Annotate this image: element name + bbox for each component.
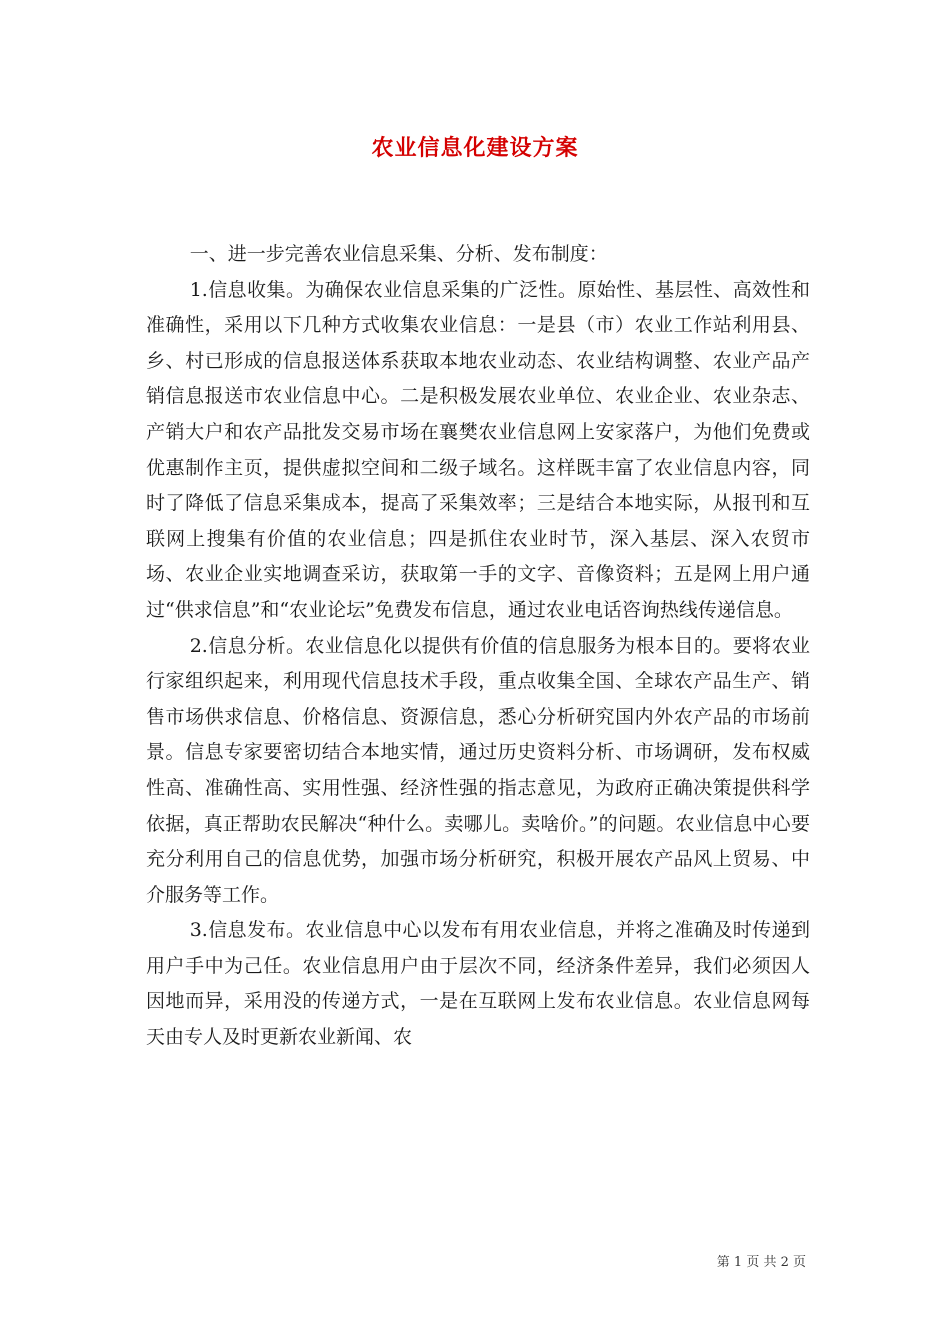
page-number-footer: 第 1 页 共 2 页 (716, 1255, 806, 1270)
document-body (146, 237, 810, 1056)
paragraph-information-collection: 1.信息收集。为确保农业信息采集的广泛性。原始性、基层性、高效性和准确性，采用以下几种方式收集农业信息：一是县（市）农业工作站利用县、乡、村已形成的信息报送体系获取本地农业动态、农业结构调整、农业产品产销信息报送市农业信息中心。二是积极发展农业单位、农业企业、农业杂志、产销大户和农产品批发交易市场在襄樊农业信息网上安家落户，为他们免费或优惠制作主页，提供虚拟空间和二级子域名。这样既丰富了农业信息内容，同时了降低了信息采集成本，提高了采集效率；三是结合本地实际，从报刊和互联网上搜集有价值的农业信息；四是抓住农业时节，深入基层、深入农贸市场、农业企业实地调查采访，获取第一手的文字、音像资料；五是网上用户通过“供求信息”和“农业论坛”免费发布信息，通过农业电话咨询热线传递信息。 (146, 278, 810, 621)
paragraph-information-analysis: 2.信息分析。农业信息化以提供有价值的信息服务为根本目的。要将农业行家组织起来，利用现代信息技术手段，重点收集全国、全球农产品生产、销售市场供求信息、价格信息、资源信息，悉心分析研究国内外农产品的市场前景。信息专家要密切结合本地实情，通过历史资料分析、市场调研，发布权威性高、准确性高、实用性强、经济性强的指志意见，为政府正确决策提供科学依据，真正帮助农民解决“种什么。卖哪儿。卖啥价。”的问题。农业信息中心要充分利用自己的信息优势，加强市场分析研究，积极开展农产品风上贸易、中介服务等工作。 (146, 634, 810, 906)
paragraph-information-release: 3.信息发布。农业信息中心以发布有用农业信息，并将之准确及时传递到用户手中为己任。农业信息用户由于层次不同，经济条件差异，我们必须因人因地而异，采用没的传递方式，一是在互联网上发布农业信息。农业信息网每天由专人及时更新农业新闻、农 (146, 919, 810, 1049)
section-heading: 一、进一步完善农业信息采集、分析、发布制度： (189, 243, 608, 265)
document-title: 农业信息化建设方案 (371, 135, 579, 161)
